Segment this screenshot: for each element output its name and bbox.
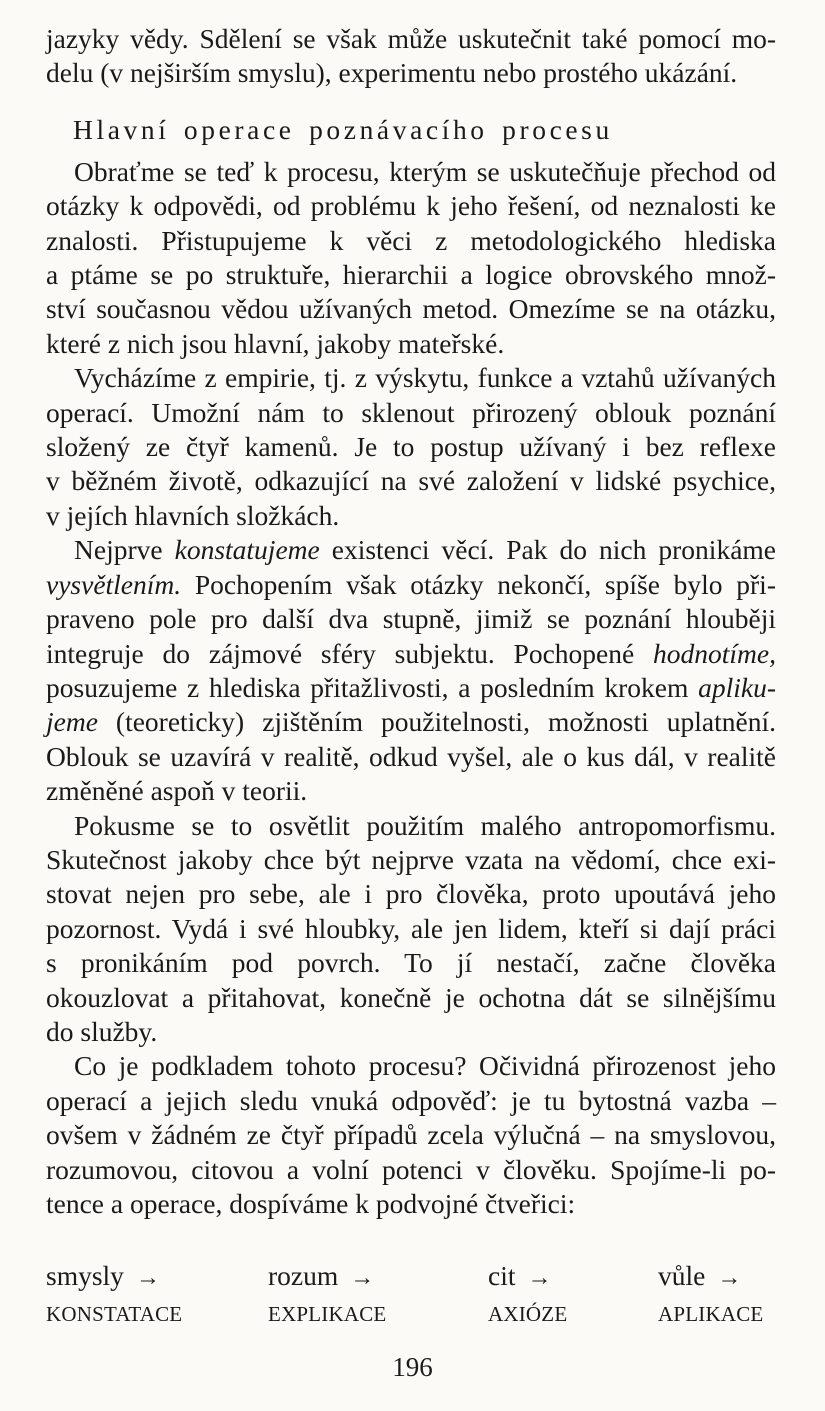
schema-column-senses (46, 1259, 182, 1329)
text-line: jazyky vědy. Sdělení se však může uskutečnit také pomocí mo- (46, 23, 776, 54)
arrow-right-icon: → (717, 1265, 742, 1292)
text-line: Co je podkladem tohoto procesu? Očividná přirozenost jeho (74, 1050, 776, 1082)
paragraph-3 (46, 533, 776, 808)
text-line: Skutečnost jakoby chce být nejprve vzata na vědomí, chce exi- (46, 843, 776, 875)
intro-paragraph (46, 22, 776, 91)
emphasis-text: apliku- (698, 671, 776, 703)
emphasis-text: jeme (46, 706, 98, 738)
text-line: stovat nejen pro sebe, ale i pro člověka, proto upoutává jeho (46, 878, 776, 910)
text-line: které z nich jsou hlavní, jakoby mateřské. (46, 327, 505, 359)
text-line: ovšem v žádném ze čtyř případů zcela výlučná – na smyslovou, (46, 1119, 776, 1151)
schema-operation: APLIKACE (658, 1302, 764, 1327)
text-line: změněné aspoň v teorii. (46, 775, 308, 807)
text-line (46, 705, 776, 739)
text-line (46, 671, 776, 705)
schema-potence-label: smysly (46, 1260, 124, 1292)
text-segment: posuzujeme z hlediska přitažlivosti, a posledním krokem (46, 671, 699, 703)
text-line: do služby. (46, 1015, 158, 1047)
text-line: Pokusme se to osvětlit použitím malého antropomorfismu. (74, 809, 776, 841)
schema-operation: KONSTATACE (46, 1302, 183, 1327)
schema-potence-label: vůle (658, 1260, 706, 1292)
text-line: operací. Umožní nám to sklenout přirozený oblouk poznání (46, 396, 776, 428)
emphasis-text: vysvětlením. (46, 568, 182, 600)
arrow-right-icon: → (527, 1265, 552, 1292)
text-segment: Nejprve (74, 534, 175, 566)
schema-potence (46, 1259, 182, 1295)
schema-potence-label: rozum (268, 1260, 339, 1292)
emphasis-text: hodnotíme, (653, 637, 776, 669)
text-line: tence a operace, dospíváme k podvojné čtveřici: (46, 1188, 576, 1219)
text-line: Oblouk se uzavírá v realitě, odkud vyšel, ale o kus dál, v realitě (46, 740, 776, 772)
paragraph-1 (46, 155, 776, 361)
schema-operation: EXPLIKACE (268, 1302, 387, 1327)
text-line: znalosti. Přistupujeme k věci z metodologického hlediska (46, 224, 776, 256)
text-line: v běžném životě, odkazující na své založení v lidské psychice, (46, 465, 776, 497)
text-line: ství současnou vědou užívaných metod. Omezíme se na otázku, (46, 293, 776, 325)
arrow-right-icon: → (350, 1265, 375, 1292)
page-content (46, 22, 776, 1343)
arrow-right-icon: → (135, 1265, 160, 1292)
page-number: 196 (392, 1352, 433, 1382)
schema-potence (268, 1259, 386, 1295)
text-line: Vycházíme z empirie, tj. z výskytu, funkce a vztahů užívaných (74, 362, 776, 394)
text-line: delu (v nejširším smyslu), experimentu nebo prostého ukázání. (46, 57, 738, 89)
text-line: a ptáme se po struktuře, hierarchii a logice obrovského množ- (46, 259, 776, 291)
schema-column-reason (268, 1259, 386, 1329)
emphasis-text: konstatujeme (174, 534, 320, 566)
schema-operation: AXIÓZE (488, 1302, 568, 1327)
paragraph-4 (46, 809, 776, 1050)
paragraph-5 (46, 1049, 776, 1221)
text-line: otázky k odpovědi, od problému k jeho řešení, od neznalosti ke (46, 190, 776, 222)
text-segment: integruje do zájmové sféry subjektu. Pochopené (46, 637, 654, 669)
text-line: Obraťme se teď k procesu, kterým se uskutečňuje přechod od (74, 155, 776, 187)
schema-potence (658, 1259, 763, 1295)
text-segment: existenci věcí. Pak do nich pronikáme (319, 534, 776, 566)
paragraph-2 (46, 361, 776, 533)
schema-potence (488, 1259, 567, 1295)
text-line: rozumovou, citovou a volní potenci v člověku. Spojíme-li po- (46, 1153, 776, 1185)
text-line: s pronikáním pod povrch. To jí nestačí, začne člověka (46, 947, 776, 979)
text-segment: (teoreticky) zjištěním použitelnosti, možnosti uplatnění. (97, 706, 776, 738)
text-line: pozornost. Vydá i své hloubky, ale jen lidem, kteří si dají práci (46, 912, 776, 944)
text-line (46, 533, 776, 567)
text-line: v jejích hlavních složkách. (46, 499, 340, 531)
quadruple-schema (46, 1259, 776, 1343)
text-line (46, 568, 776, 602)
section-heading: Hlavní operace poznávacího procesu (73, 113, 613, 145)
text-line: složený ze čtyř kamenů. Je to postup užívaný i bez reflexe (46, 431, 776, 463)
text-line: operací a jejich sledu vnuká odpověď: je tu bytostná vazba – (46, 1084, 776, 1116)
text-segment: Pochopením však otázky nekončí, spíše bylo při- (181, 568, 776, 600)
schema-potence-label: cit (488, 1260, 516, 1292)
schema-column-feeling (488, 1259, 567, 1329)
text-line: okouzlovat a přitahovat, konečně je ochotna dát se silnějšímu (46, 981, 776, 1013)
text-line: praveno pole pro další dva stupně, jimiž se poznání hlouběji (46, 603, 776, 635)
text-line (46, 637, 776, 671)
schema-column-will (658, 1259, 763, 1329)
